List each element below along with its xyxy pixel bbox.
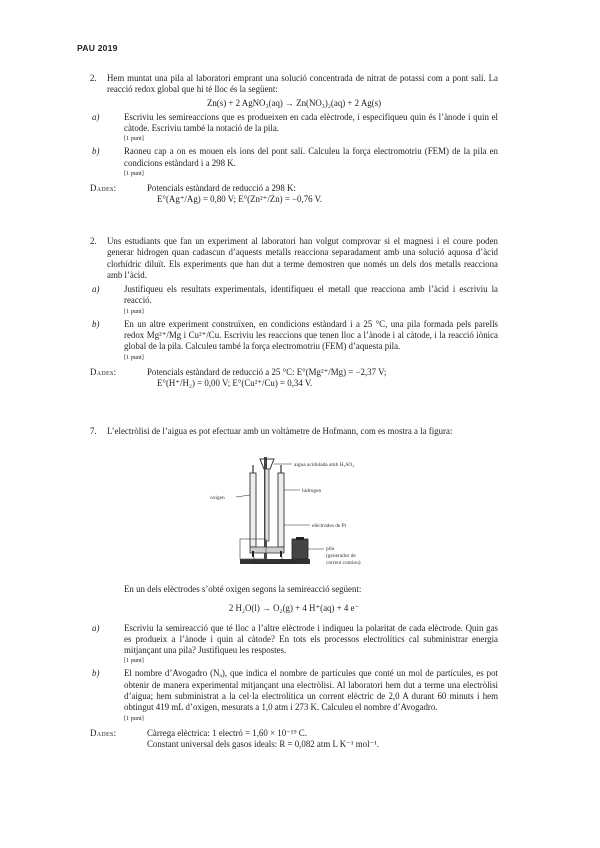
subquestion-letter: b) xyxy=(92,146,100,157)
oxidation-equation: 2 H₂O(l) → O₂(g) + 4 H⁺(aq) + 4 e⁻ xyxy=(228,603,360,614)
data-block xyxy=(90,183,498,206)
hofmann-voltameter-figure xyxy=(200,455,420,575)
page-header: PAU 2019 xyxy=(77,43,118,53)
label-electrode: elèctrodes de Pt xyxy=(312,523,347,529)
subquestion-text: Justifiqueu els resultats experimentals, identifiqueu el metall que reacciona amb l’àcid i escriviu la reacció. xyxy=(124,284,498,306)
question-number: 7. xyxy=(90,426,97,436)
electrode-right xyxy=(280,551,282,557)
data-line: E°(Ag⁺/Ag) = 0,80 V; E°(Zn²⁺/Zn) = −0,76 V. xyxy=(157,194,323,205)
points-label: [1 punt] xyxy=(124,353,144,361)
data-line: Constant universal dels gasos ideals: R = 0,082 atm L K⁻¹ mol⁻¹. xyxy=(147,738,380,749)
subquestion-letter: a) xyxy=(92,622,100,633)
question-intro: L’electròlisi de l’aigua es pot efectuar amb un voltàmetre de Hofmann, com es mostra a la figura: xyxy=(107,426,453,436)
data-line: Càrrega elèctrica: 1 electró = 1,60 × 10⁻¹⁹ C. xyxy=(147,727,307,738)
subquestion-letter: b) xyxy=(92,668,100,679)
data-line: E°(H⁺/H₂) = 0,00 V; E°(Cu²⁺/Cu) = 0,34 V. xyxy=(157,377,313,388)
subquestion-a xyxy=(90,284,498,316)
left-tube-oxygen xyxy=(250,473,256,547)
subquestion-b xyxy=(90,146,498,178)
data-block xyxy=(90,728,498,751)
data-line: Potencials estàndard de reducció a 25 °C: E°(Mg²⁺/Mg) = −2,37 V; xyxy=(147,366,387,377)
data-label: Dades: xyxy=(90,727,117,738)
electrode-left xyxy=(252,551,254,557)
subquestion-letter: b) xyxy=(92,318,100,329)
battery-terminal xyxy=(296,537,304,540)
data-block xyxy=(90,367,498,390)
arrow-oxygen xyxy=(236,495,250,497)
subquestion-text: Escriviu la semireacció que té lloc a l’altre elèctrode i indiqueu la polaritat de cada elèctrode. Quin gas es produeix a l’ànode i quin al càtode? En tots els processos electrolítics cal subministrar energia mitjançant una pila? Justifiqueu les respostes. xyxy=(124,622,498,656)
battery xyxy=(292,539,308,559)
subquestion-text: En un altre experiment construïxen, en condicions estàndard i a 25 °C, una pila formada pels parells redox Mg²⁺/Mg i Cu²⁺/Cu. Escriviu les reaccions que tenen lloc a l’ànode i al càtode, i la reacció iònica global de la pila. Calculeu també la força electromotriu (FEM) d’aquesta pila. xyxy=(124,318,498,352)
center-tube xyxy=(265,469,269,541)
question-number: 2. xyxy=(90,73,97,83)
subquestion-letter: a) xyxy=(92,111,100,122)
subquestion-a xyxy=(90,623,498,666)
label-oxygen: oxigen xyxy=(210,495,225,501)
subquestion-text: Escriviu les semireaccions que es produeixen en cada elèctrode, i especifiqueu quin és l’ànode i quin el càtode. Escriviu també la notació de la pila. xyxy=(124,111,498,134)
subquestion-b xyxy=(90,319,498,362)
points-label: [1 punt] xyxy=(124,135,144,143)
subquestion-text: Raoneu cap a on es mouen els ions del pont salí. Calculeu la força electromotriu (FEM) de la pila en condicions estàndard i a 298 K. xyxy=(124,146,498,168)
label-battery: pila xyxy=(326,546,335,552)
subquestion-a xyxy=(90,112,498,144)
points-label: [1 punt] xyxy=(124,307,144,315)
data-label: Dades: xyxy=(90,366,117,377)
subquestion-b xyxy=(90,668,498,722)
label-battery-line2: (generador de xyxy=(326,553,356,559)
redox-equation: Zn(s) + 2 AgNO₃(aq) → Zn(NO₃)₂(aq) + 2 Ag(s) xyxy=(206,97,382,108)
data-label: Dades: xyxy=(90,183,117,194)
question-number: 2. xyxy=(90,236,97,246)
label-hydrogen: hidrogen xyxy=(302,488,322,494)
points-label: [1 punt] xyxy=(124,657,144,665)
data-line: Potencials estàndard de reducció a 298 K: xyxy=(147,183,296,194)
question-1 xyxy=(90,73,498,206)
bottom-connector xyxy=(250,547,284,553)
question-intro: Uns estudiants que fan un experiment al laboratori han volgut comprovar si el magnesi i el coure poden generar hidrogen quan cadascun d’aquests metalls reacciona separadament amb una solució aquosa d’àcid clorhídric diluït. Els experiments que han dut a terme demostren que només un dels dos metalls reacciona amb l’àcid. xyxy=(107,236,498,280)
question-intro: Hem muntat una pila al laboratori emprant una solució concentrada de nitrat de potassi com a pont salí. La reacció redox global que hi té lloc és la següent: xyxy=(107,73,498,95)
label-water: aigua acidulada amb H₂SO₄ xyxy=(294,462,355,468)
question-2 xyxy=(90,236,498,389)
label-battery-line3: corrent continu) xyxy=(326,560,361,566)
points-label: [1 punt] xyxy=(124,714,144,722)
right-tube-hydrogen xyxy=(278,473,284,547)
pre-equation-text: En un dels elèctrodes s’obté oxigen segons la semireacció següent: xyxy=(124,584,362,594)
subquestion-letter: a) xyxy=(92,284,100,295)
question-3-continued xyxy=(90,584,498,750)
question-3 xyxy=(90,426,498,437)
subquestion-text: El nombre d’Avogadro (Nₐ), que indica el nombre de partícules que conté un mol de partícules, es pot obtenir de manera experimental mitjançant una electròlisi. Al laboratori hem dut a terme una electròlisi d’aigua; hem subministrat a la cel·la electrolítica un corrent elèctric de 2,0 A durant 60 minuts i hem obtingut 419 mL d’oxigen, mesurats a 1,0 atm i 273 K. Calculeu el nombre d’Avogadro. xyxy=(124,668,498,713)
points-label: [1 punt] xyxy=(124,170,144,178)
